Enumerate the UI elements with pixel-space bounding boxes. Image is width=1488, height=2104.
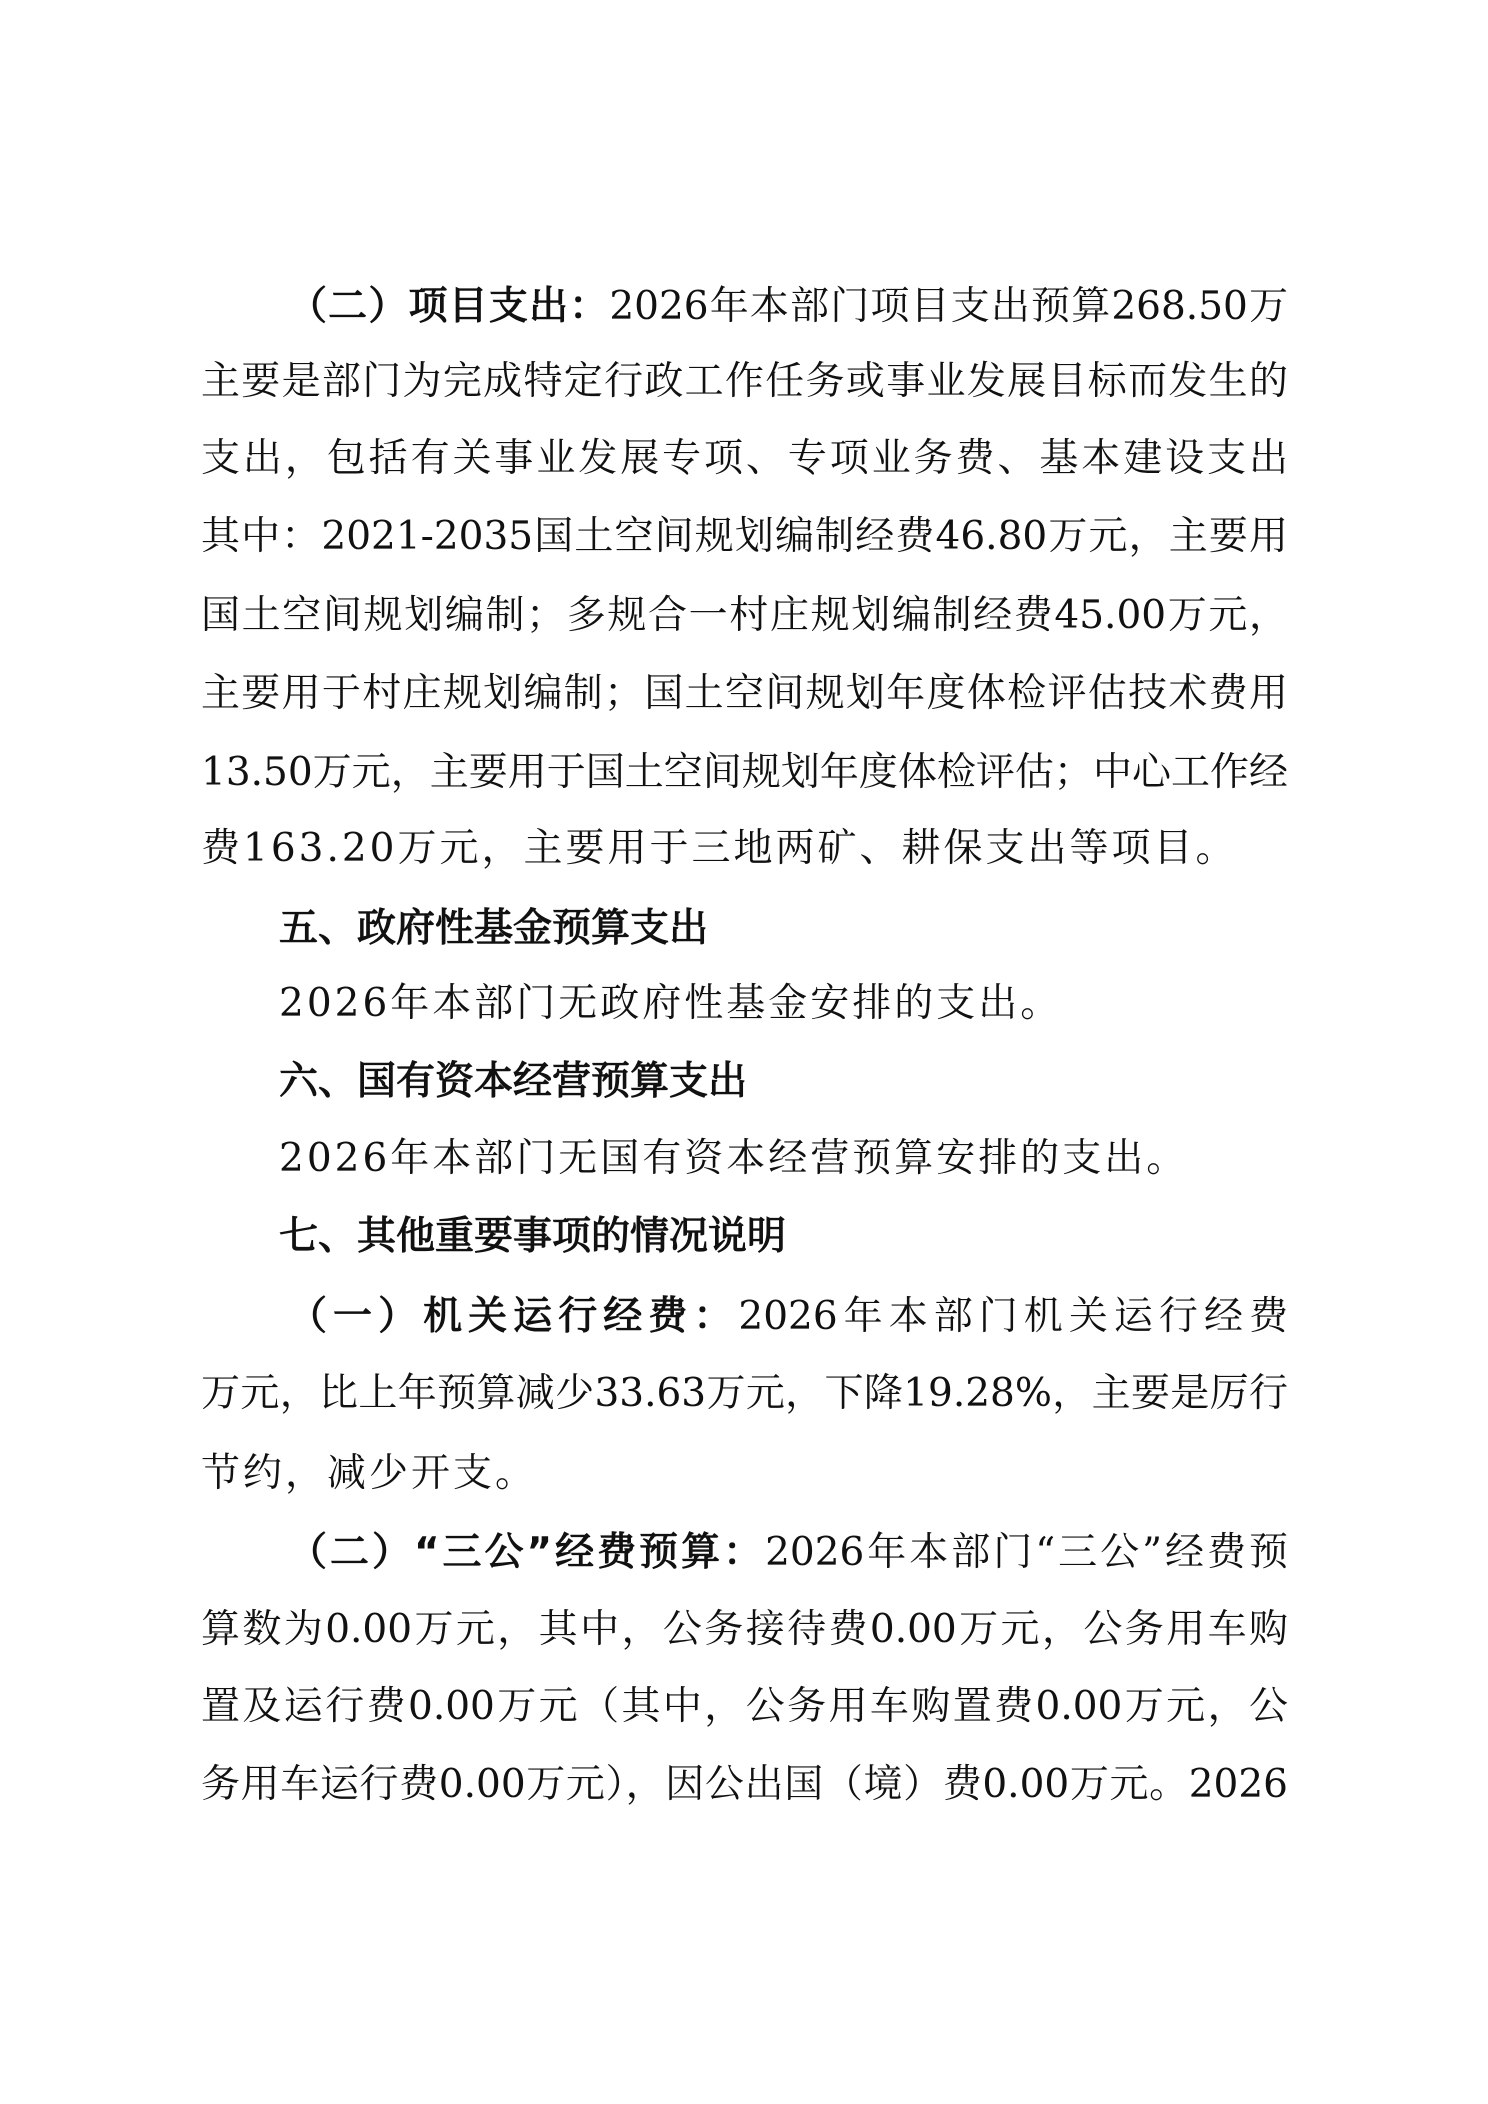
paragraph-line: （二）项目支出：2026年本部门项目支出预算268.50万 bbox=[288, 284, 1288, 329]
paragraph-line: 主要是部门为完成特定行政工作任务或事业发展目标而发生的 bbox=[201, 359, 1288, 404]
paragraph-line: （一）机关运行经费：2026年本部门机关运行经费 bbox=[288, 1294, 1288, 1339]
paragraph-line: 13.50万元，主要用于国土空间规划年度体检评估；中心工作经 bbox=[201, 750, 1288, 795]
paragraph-line: 算数为0.00万元，其中，公务接待费0.00万元，公务用车购 bbox=[201, 1607, 1288, 1652]
section-heading: 六、国有资本经营预算支出 bbox=[279, 1059, 748, 1104]
section-label: （一）机关运行经费： bbox=[288, 1294, 739, 1339]
paragraph-line: 2026年本部门无政府性基金安排的支出。 bbox=[279, 981, 1063, 1026]
section-heading: 七、其他重要事项的情况说明 bbox=[279, 1214, 787, 1259]
paragraph-line: 主要用于村庄规划编制；国土空间规划年度体检评估技术费用 bbox=[201, 671, 1288, 716]
paragraph-line: 国土空间规划编制；多规合一村庄规划编制经费45.00万元， bbox=[201, 593, 1288, 638]
paragraph-line: 其中：2021-2035国土空间规划编制经费46.80万元，主要用 bbox=[201, 514, 1288, 559]
paragraph-line: （二）“三公”经费预算：2026年本部门“三公”经费预 bbox=[288, 1530, 1288, 1575]
paragraph-line: 万元，比上年预算减少33.63万元，下降19.28%，主要是厉行 bbox=[201, 1371, 1288, 1416]
section-label: （二）“三公”经费预算： bbox=[288, 1530, 766, 1575]
paragraph-line: 支出，包括有关事业发展专项、专项业务费、基本建设支出 bbox=[201, 436, 1288, 481]
paragraph-line: 务用车运行费0.00万元），因公出国（境）费0.00万元。2026 bbox=[201, 1762, 1288, 1807]
section-heading: 五、政府性基金预算支出 bbox=[279, 906, 709, 951]
paragraph-line: 置及运行费0.00万元（其中，公务用车购置费0.00万元，公 bbox=[201, 1684, 1288, 1729]
paragraph-line: 节约，减少开支。 bbox=[201, 1451, 538, 1496]
section-label: （二）项目支出： bbox=[288, 284, 610, 329]
paragraph-line: 2026年本部门无国有资本经营预算安排的支出。 bbox=[279, 1136, 1189, 1181]
paragraph-line: 费163.20万元，主要用于三地两矿、耕保支出等项目。 bbox=[201, 826, 1238, 871]
